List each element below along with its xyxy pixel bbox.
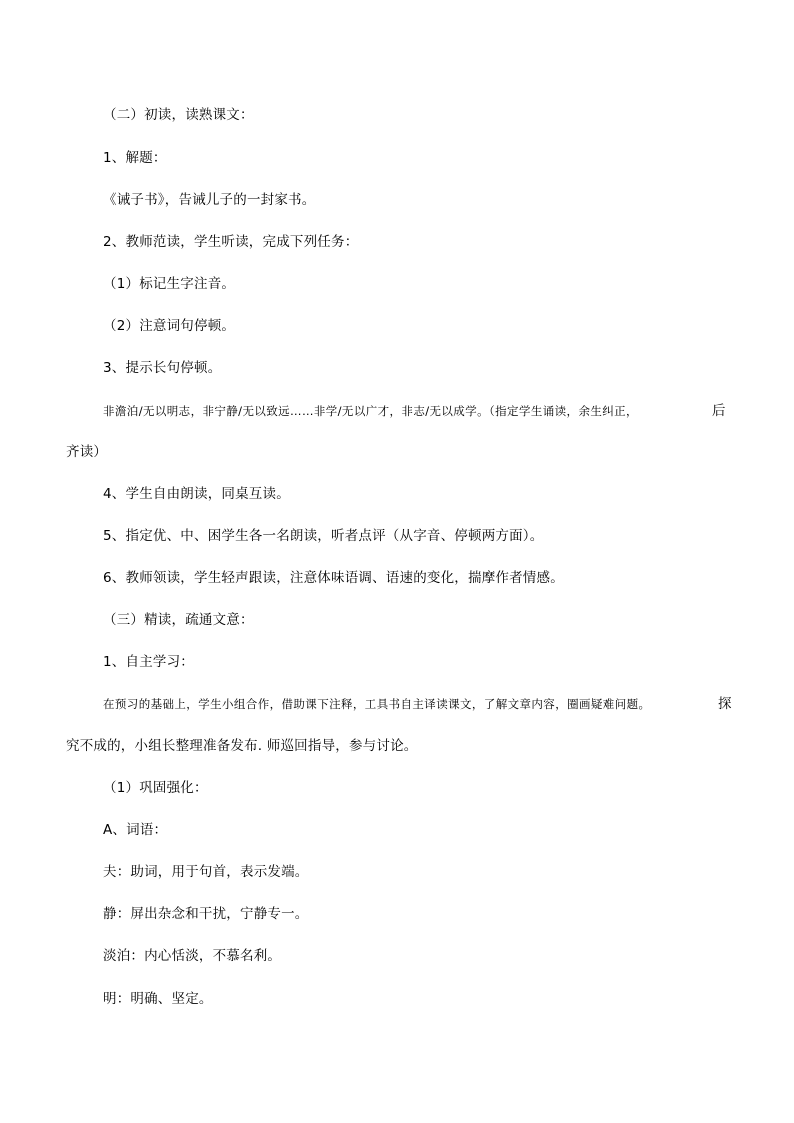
- item-1-self-study: 1、自主学习：: [103, 654, 194, 670]
- vocab-fu: 夫：助词，用于句首，表示发端。: [103, 864, 309, 880]
- item-6-teacher-led-reading: 6、教师领读，学生轻声跟读，注意体味语调、语速的变化，揣摩作者情感。: [103, 570, 564, 586]
- item-1-title: 1、解题：: [103, 150, 167, 166]
- item-5-designated-reading: 5、指定优、中、困学生各一名朗读，听者点评（从字音、停顿两方面）。: [103, 528, 544, 544]
- title-explanation: 《诫子书》，告诫儿子的一封家书。: [103, 192, 316, 208]
- vocab-jing: 静：屏出杂念和干扰，宁静专一。: [103, 906, 309, 922]
- task-2-pauses: （2）注意词句停顿。: [103, 318, 236, 334]
- vocab-danbo: 淡泊：内心恬淡，不慕名利。: [103, 948, 282, 964]
- item-3-long-sentence-pauses: 3、提示长句停顿。: [103, 360, 222, 376]
- section-heading-first-reading: （二）初读，读熟课文：: [103, 107, 254, 123]
- consolidation-heading: （1）巩固强化：: [103, 780, 208, 796]
- section-heading-close-reading: （三）精读，疏通文意：: [103, 612, 254, 628]
- pause-example-text: 非澹泊/无以明志，非宁静/无以致远……非学/无以广才，非志/无以成学。（指定学生诵读，余生纠正，: [103, 404, 638, 418]
- pause-example-tail: 后: [712, 403, 726, 419]
- self-study-instructions-tail: 探: [718, 696, 732, 712]
- item-4-free-reading: 4、学生自由朗读，同桌互读。: [103, 486, 290, 502]
- vocab-ming: 明：明确、坚定。: [103, 991, 213, 1007]
- self-study-continuation: 究不成的，小组长整理准备发布. 师巡回指导，参与讨论。: [66, 738, 418, 754]
- task-1-pronunciation: （1）标记生字注音。: [103, 276, 236, 292]
- self-study-instructions: 在预习的基础上，学生小组合作，借助课下注释，工具书自主译读课文，了解文章内容，圈画疑难问题。: [103, 697, 651, 711]
- vocabulary-heading: A、词语：: [103, 822, 168, 838]
- pause-example-continuation: 齐读）: [66, 444, 108, 460]
- item-2-teacher-reading: 2、教师范读，学生听读，完成下列任务：: [103, 234, 359, 250]
